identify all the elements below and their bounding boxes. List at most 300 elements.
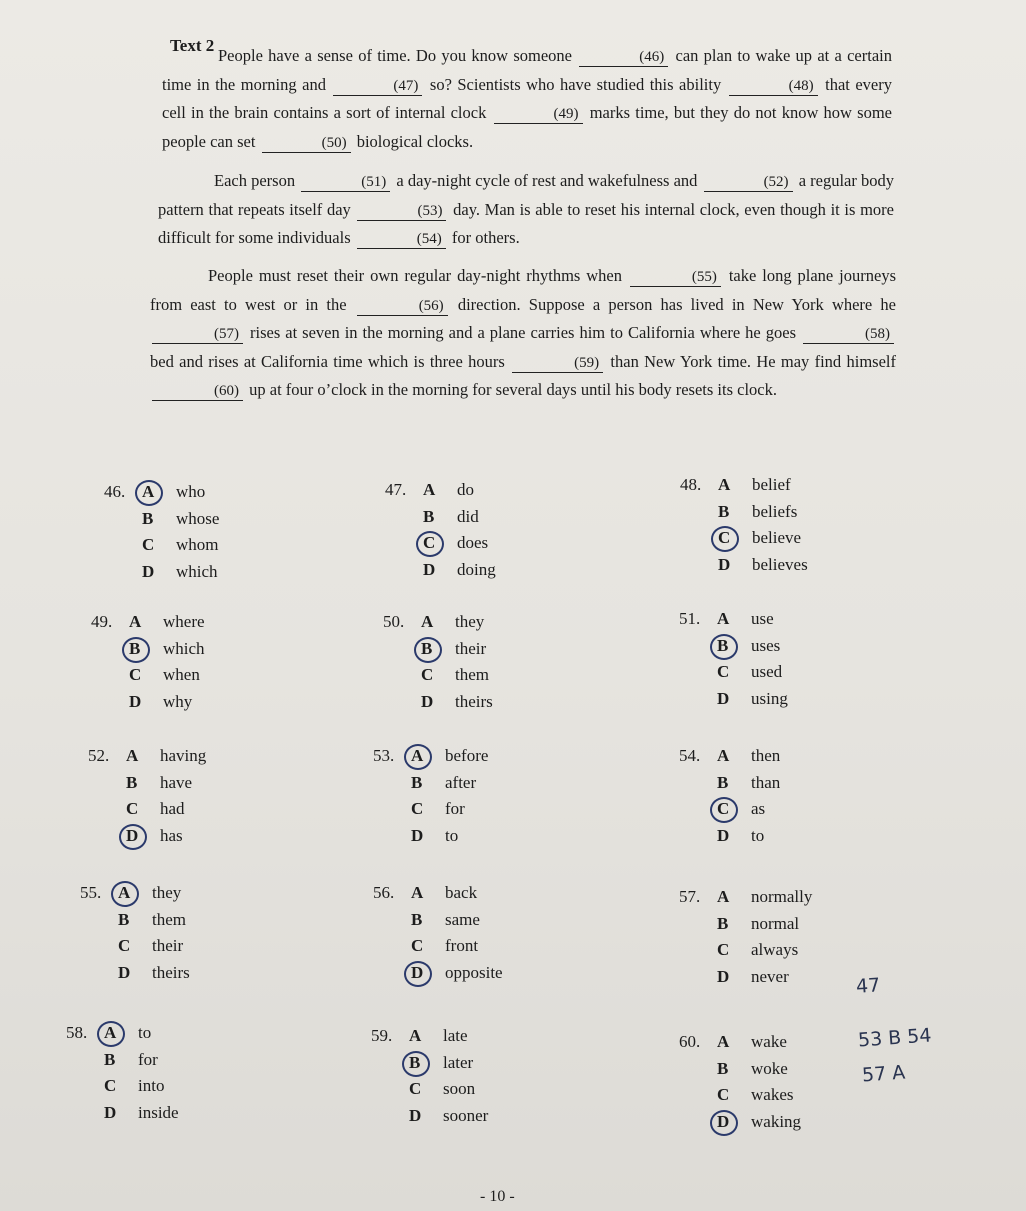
option-text: for xyxy=(138,1049,158,1069)
option-text: back xyxy=(445,883,478,902)
option-letter-text: C xyxy=(718,528,731,547)
answer-circle-mark xyxy=(404,961,432,987)
option-letter xyxy=(126,823,160,850)
option-letter xyxy=(423,530,457,557)
blank-49: (49) xyxy=(494,105,583,124)
option-letter xyxy=(409,1103,443,1130)
option-letter-text: A xyxy=(718,475,731,494)
option-text: did xyxy=(457,506,479,526)
option-letter xyxy=(118,880,152,907)
option-letter xyxy=(423,557,457,584)
handwritten-note-53-54: 53 B 54 xyxy=(857,1024,933,1052)
option-text: beliefs xyxy=(752,501,798,521)
passage-text: a day-night cycle of rest and wakefulness and xyxy=(392,171,702,190)
option-text: using xyxy=(751,688,788,708)
option-letter-text: B xyxy=(129,638,141,658)
passage-text: for others. xyxy=(447,228,520,247)
option-c xyxy=(88,796,206,823)
option-letter xyxy=(421,662,455,689)
option-text: for xyxy=(445,799,465,818)
option-a xyxy=(385,477,496,504)
option-text: use xyxy=(751,609,774,628)
option-letter xyxy=(411,960,445,987)
option-letter-text: D xyxy=(411,825,424,845)
question-number: 60. xyxy=(679,1032,701,1051)
option-letter xyxy=(118,960,152,987)
option-text: which xyxy=(163,638,205,658)
option-d xyxy=(679,1109,801,1136)
option-letter-text: C xyxy=(118,936,131,955)
option-text: used xyxy=(751,662,783,681)
option-text: into xyxy=(138,1076,165,1095)
answer-circle-mark xyxy=(97,1021,125,1047)
question-56 xyxy=(373,880,503,986)
option-text: uses xyxy=(751,635,781,655)
option-letter-text: C xyxy=(409,1079,422,1098)
option-letter-text: C xyxy=(423,533,436,552)
option-a xyxy=(679,606,788,633)
option-letter xyxy=(411,933,445,960)
option-a xyxy=(373,880,503,907)
option-letter xyxy=(126,796,160,823)
option-letter xyxy=(118,907,152,934)
option-letter xyxy=(718,472,752,499)
passage-text: that every cell in the brain contains a sort of internal clock xyxy=(162,74,892,122)
option-text: to xyxy=(138,1023,152,1042)
passage-text: direction. Suppose a person has lived in New York where he xyxy=(449,294,896,314)
passage-text: than New York time. He may find himself xyxy=(605,351,896,371)
passage-text: People must reset their own regular day-night rhythms when xyxy=(208,266,628,285)
option-letter-text: B xyxy=(717,772,729,792)
option-b xyxy=(66,1047,179,1074)
option-c xyxy=(66,1073,179,1100)
option-text: have xyxy=(160,772,193,792)
option-letter-text: B xyxy=(717,913,729,933)
passage-text: day. Man is able to reset his internal clock, even though it is more difficult for some individuals xyxy=(158,199,895,247)
passage-text: People have a sense of time. Do you know someone xyxy=(218,46,578,65)
option-letter-text: D xyxy=(421,691,434,711)
option-letter-text: B xyxy=(717,1058,729,1078)
option-letter-text: D xyxy=(118,962,131,982)
option-d xyxy=(679,964,812,991)
option-text: as xyxy=(751,799,766,818)
blank-59: (59) xyxy=(512,354,603,373)
answer-circle-mark xyxy=(710,797,738,823)
option-text: after xyxy=(445,772,477,792)
option-letter xyxy=(421,689,455,716)
option-a xyxy=(679,884,812,911)
option-letter xyxy=(717,937,751,964)
option-letter xyxy=(717,633,751,660)
option-letter-text: C xyxy=(717,799,730,818)
option-b xyxy=(679,1056,801,1083)
option-a xyxy=(679,743,780,770)
option-letter-text: B xyxy=(409,1052,421,1072)
option-d xyxy=(373,823,488,850)
question-51 xyxy=(679,606,788,712)
option-a xyxy=(679,1029,801,1056)
question-50 xyxy=(383,609,493,715)
question-46 xyxy=(104,479,219,585)
option-letter-text: C xyxy=(717,1085,730,1104)
question-58 xyxy=(66,1020,179,1126)
passage-paragraph-1 xyxy=(162,42,892,156)
option-text: to xyxy=(751,825,765,845)
option-c xyxy=(371,1076,488,1103)
option-a xyxy=(66,1020,179,1047)
question-57 xyxy=(679,884,812,990)
question-49 xyxy=(91,609,205,715)
option-letter xyxy=(423,504,457,531)
option-b xyxy=(679,911,812,938)
option-letter xyxy=(421,636,455,663)
question-53 xyxy=(373,743,488,849)
option-text: whose xyxy=(176,508,220,528)
question-number: 50. xyxy=(383,612,405,631)
option-letter xyxy=(118,933,152,960)
option-text: they xyxy=(455,612,485,631)
blank-52: (52) xyxy=(704,173,793,192)
option-d xyxy=(88,823,206,850)
option-d xyxy=(383,689,493,716)
option-letter xyxy=(409,1076,443,1103)
blank-54: (54) xyxy=(357,230,446,249)
option-b xyxy=(679,770,780,797)
question-55 xyxy=(80,880,190,986)
option-text: late xyxy=(443,1026,468,1045)
option-d xyxy=(91,689,205,716)
option-c xyxy=(679,659,788,686)
option-b xyxy=(88,770,206,797)
option-letter xyxy=(717,964,751,991)
option-b xyxy=(104,506,219,533)
option-text: than xyxy=(751,772,781,792)
answer-circle-mark xyxy=(135,480,163,506)
option-text: when xyxy=(163,665,200,684)
option-text: before xyxy=(445,746,489,765)
option-text: who xyxy=(176,482,206,501)
option-letter xyxy=(129,609,163,636)
option-letter xyxy=(129,689,163,716)
option-text: to xyxy=(445,825,459,845)
option-text: doing xyxy=(457,559,496,579)
option-c xyxy=(91,662,205,689)
option-text: wakes xyxy=(751,1085,794,1104)
option-a xyxy=(88,743,206,770)
answer-circle-mark xyxy=(710,1110,738,1136)
option-c xyxy=(383,662,493,689)
passage-text: biological clocks. xyxy=(352,131,474,151)
option-letter xyxy=(409,1023,443,1050)
question-number: 47. xyxy=(385,480,407,499)
question-number: 57. xyxy=(679,887,701,906)
answer-circle-mark xyxy=(710,634,738,660)
option-text: they xyxy=(152,883,182,902)
blank-55: (55) xyxy=(630,268,721,287)
option-c xyxy=(104,532,219,559)
option-letter-text: C xyxy=(104,1076,117,1095)
question-number: 55. xyxy=(80,883,102,902)
option-b xyxy=(385,504,496,531)
option-text: wake xyxy=(751,1032,787,1051)
passage-text: bed and rises at California time which is three hours xyxy=(150,351,511,371)
option-d xyxy=(104,559,219,586)
option-letter-text: D xyxy=(126,825,139,845)
option-text: had xyxy=(160,799,185,818)
option-d xyxy=(679,823,780,850)
blank-50: (50) xyxy=(262,134,351,153)
option-letter-text: B xyxy=(718,501,730,521)
passage-text: Each person xyxy=(214,171,300,190)
option-letter xyxy=(411,880,445,907)
option-a xyxy=(383,609,493,636)
option-b xyxy=(373,907,503,934)
answer-circle-mark xyxy=(404,744,432,770)
option-letter xyxy=(411,907,445,934)
question-59 xyxy=(371,1023,488,1129)
option-letter-text: D xyxy=(717,688,730,708)
option-b xyxy=(80,907,190,934)
answer-circle-mark xyxy=(416,531,444,557)
option-letter xyxy=(411,770,445,797)
question-47 xyxy=(385,477,496,583)
option-c xyxy=(679,1082,801,1109)
option-letter-text: A xyxy=(717,1032,730,1051)
option-letter xyxy=(142,532,176,559)
blank-46: (46) xyxy=(579,48,668,67)
page-number: - 10 - xyxy=(480,1188,515,1205)
option-letter xyxy=(104,1073,138,1100)
option-d xyxy=(679,686,788,713)
option-b xyxy=(371,1050,488,1077)
option-letter xyxy=(717,796,751,823)
option-letter-text: D xyxy=(411,962,424,982)
option-letter-text: C xyxy=(411,799,424,818)
option-text: soon xyxy=(443,1079,476,1098)
option-c xyxy=(679,937,812,964)
passage-text: so? Scientists who have studied this ability xyxy=(424,74,727,94)
option-a xyxy=(371,1023,488,1050)
option-text: whom xyxy=(176,535,219,554)
option-letter-text: A xyxy=(717,887,730,906)
option-letter-text: A xyxy=(423,480,436,499)
option-text: belief xyxy=(752,475,791,494)
question-number: 56. xyxy=(373,883,395,902)
option-letter xyxy=(129,662,163,689)
option-letter xyxy=(717,659,751,686)
option-text: never xyxy=(751,966,789,986)
option-text: believes xyxy=(752,554,808,574)
blank-56: (56) xyxy=(357,297,448,316)
option-letter xyxy=(718,525,752,552)
option-letter-text: C xyxy=(142,535,155,554)
question-number: 49. xyxy=(91,612,113,631)
option-letter xyxy=(126,743,160,770)
blank-53: (53) xyxy=(357,202,446,221)
handwritten-note-57: 57 A xyxy=(861,1061,906,1087)
option-letter-text: D xyxy=(717,966,730,986)
question-60 xyxy=(679,1029,801,1135)
option-letter xyxy=(411,796,445,823)
option-text: their xyxy=(455,638,487,658)
option-letter xyxy=(717,884,751,911)
option-c xyxy=(373,933,503,960)
option-text: their xyxy=(152,936,184,955)
option-text: sooner xyxy=(443,1105,489,1125)
option-letter xyxy=(411,823,445,850)
option-b xyxy=(91,636,205,663)
option-text: having xyxy=(160,746,207,765)
option-letter xyxy=(423,477,457,504)
option-d xyxy=(385,557,496,584)
option-letter-text: A xyxy=(142,482,155,501)
option-letter xyxy=(411,743,445,770)
option-b xyxy=(680,499,808,526)
option-letter xyxy=(717,606,751,633)
option-letter-text: A xyxy=(126,746,139,765)
option-b xyxy=(679,633,788,660)
option-letter-text: D xyxy=(717,825,730,845)
option-letter-text: A xyxy=(118,883,131,902)
option-text: theirs xyxy=(455,691,493,711)
option-letter-text: C xyxy=(717,662,730,681)
blank-57: (57) xyxy=(152,325,243,344)
option-c xyxy=(679,796,780,823)
passage-paragraph-2 xyxy=(158,167,894,253)
option-b xyxy=(373,770,488,797)
option-text: same xyxy=(445,909,480,929)
option-letter-text: B xyxy=(423,506,435,526)
option-letter xyxy=(717,770,751,797)
option-text: does xyxy=(457,533,489,552)
option-a xyxy=(373,743,488,770)
handwritten-note-47: 47 xyxy=(855,974,881,998)
option-letter-text: A xyxy=(411,883,424,902)
option-letter-text: D xyxy=(104,1102,117,1122)
option-text: why xyxy=(163,691,193,711)
option-letter-text: B xyxy=(717,635,729,655)
question-number: 58. xyxy=(66,1023,88,1042)
option-letter xyxy=(718,552,752,579)
option-text: woke xyxy=(751,1058,788,1078)
option-letter-text: C xyxy=(126,799,139,818)
option-text: normal xyxy=(751,913,800,933)
option-a xyxy=(680,472,808,499)
option-letter-text: C xyxy=(717,940,730,959)
option-text: believe xyxy=(752,528,802,547)
option-letter xyxy=(129,636,163,663)
option-letter xyxy=(104,1020,138,1047)
option-c xyxy=(680,525,808,552)
answer-circle-mark xyxy=(119,824,147,850)
option-text: normally xyxy=(751,887,813,906)
option-text: theirs xyxy=(152,962,190,982)
option-d xyxy=(66,1100,179,1127)
option-letter-text: A xyxy=(409,1026,422,1045)
answer-circle-mark xyxy=(402,1051,430,1077)
option-letter xyxy=(142,559,176,586)
option-letter-text: C xyxy=(129,665,142,684)
passage-text: can plan to wake up at a certain time in the morning and xyxy=(162,46,892,94)
question-number: 54. xyxy=(679,746,701,765)
option-letter-text: B xyxy=(104,1049,116,1069)
option-text: then xyxy=(751,746,781,765)
option-text: always xyxy=(751,940,799,959)
blank-48: (48) xyxy=(729,77,818,96)
option-letter xyxy=(126,770,160,797)
option-d xyxy=(80,960,190,987)
blank-47: (47) xyxy=(333,77,422,96)
option-letter xyxy=(104,1100,138,1127)
blank-51: (51) xyxy=(301,173,390,192)
answer-circle-mark xyxy=(122,637,150,663)
question-54 xyxy=(679,743,780,849)
passage-text: take long plane journeys from east to west or in the xyxy=(150,266,896,314)
option-letter-text: B xyxy=(411,772,423,792)
option-letter-text: A xyxy=(717,609,730,628)
option-letter xyxy=(717,1109,751,1136)
question-number: 51. xyxy=(679,609,701,628)
option-letter-text: D xyxy=(129,691,142,711)
passage-text: rises at seven in the morning and a plane carries him to California where he goes xyxy=(245,323,801,342)
option-letter xyxy=(142,506,176,533)
option-letter-text: B xyxy=(421,638,433,658)
answer-circle-mark xyxy=(711,526,739,552)
option-letter xyxy=(104,1047,138,1074)
option-letter xyxy=(717,686,751,713)
option-b xyxy=(383,636,493,663)
option-letter xyxy=(718,499,752,526)
option-letter xyxy=(717,823,751,850)
option-letter-text: A xyxy=(129,612,142,631)
option-text: do xyxy=(457,480,474,499)
blank-60: (60) xyxy=(152,382,243,401)
passage-text: a regular body pattern that repeats itself day xyxy=(158,171,895,219)
question-number: 53. xyxy=(373,746,395,765)
option-d xyxy=(373,960,503,987)
option-c xyxy=(80,933,190,960)
option-letter xyxy=(717,743,751,770)
option-letter-text: B xyxy=(118,909,130,929)
option-letter-text: A xyxy=(411,746,424,765)
option-text: them xyxy=(455,665,489,684)
option-letter-text: D xyxy=(718,554,731,574)
option-letter-text: D xyxy=(717,1111,730,1131)
option-text: waking xyxy=(751,1111,802,1131)
option-text: has xyxy=(160,825,183,845)
blank-58: (58) xyxy=(803,325,894,344)
option-letter xyxy=(717,1082,751,1109)
option-text: where xyxy=(163,612,205,631)
question-number: 48. xyxy=(680,475,702,494)
option-letter xyxy=(717,911,751,938)
option-c xyxy=(385,530,496,557)
answer-circle-mark xyxy=(111,881,139,907)
option-text: inside xyxy=(138,1102,179,1122)
option-letter-text: B xyxy=(411,909,423,929)
option-letter xyxy=(409,1050,443,1077)
question-number: 52. xyxy=(88,746,110,765)
option-letter xyxy=(142,479,176,506)
option-a xyxy=(91,609,205,636)
option-letter xyxy=(717,1056,751,1083)
passage-text: marks time, but they do not know how some people can set xyxy=(162,103,892,151)
option-text: which xyxy=(176,561,218,581)
section-title: Text 2 xyxy=(170,36,215,55)
option-a xyxy=(80,880,190,907)
answer-circle-mark xyxy=(414,637,442,663)
option-letter-text: B xyxy=(126,772,138,792)
